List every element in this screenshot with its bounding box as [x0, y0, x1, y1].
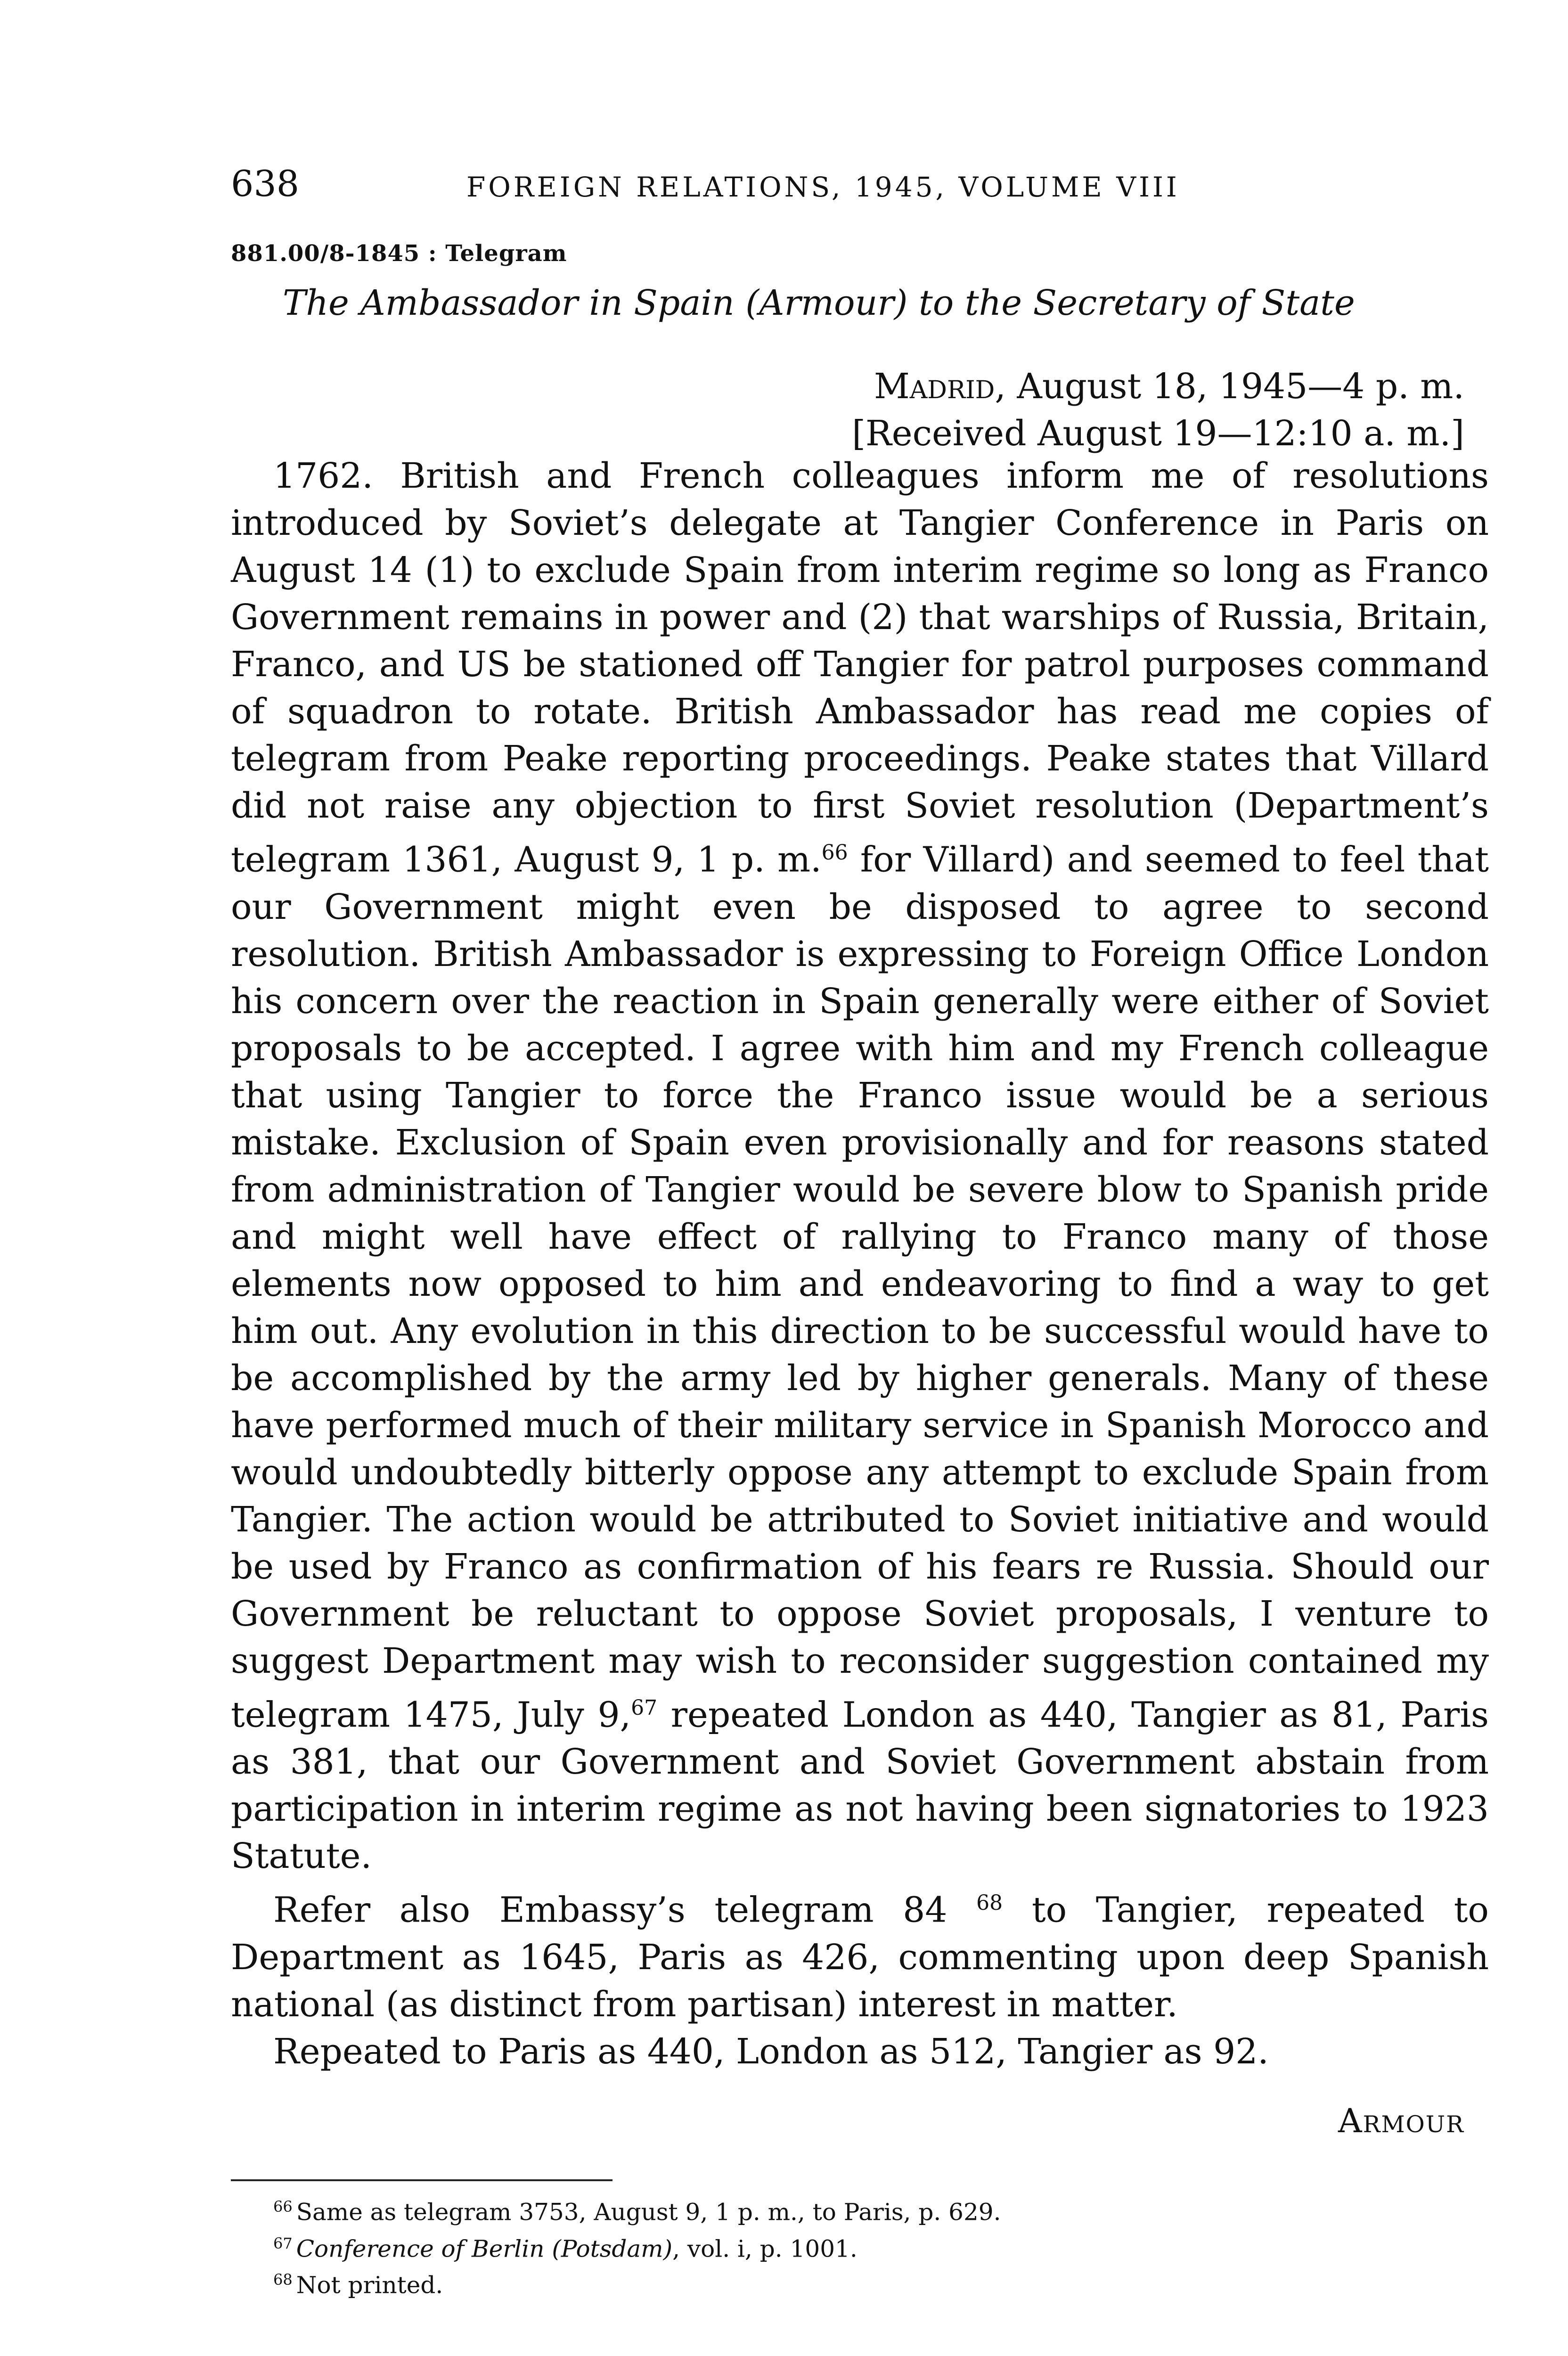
dateline-received: [Received August 19—12:10 a. m.] [852, 413, 1464, 454]
footnote-68 [273, 2264, 1001, 2301]
body-paragraph-1 [231, 452, 1489, 1880]
footnote-ref-67: 67 [631, 1695, 658, 1720]
footnote-marker: 68 [273, 2271, 293, 2289]
dateline-sent [852, 363, 1464, 410]
paragraph-text: for Villard) and seemed to feel that our Government might even be disposed to agree to second resolution. British Ambassador is expressing to Foreign Office London his concern over the reaction in Spain generally were either of Soviet proposals to be accepted. I agree with him and my French colleague that using Tangier to force the Franco issue would be a serious mistake. Exclusion of Spain even provisionally and for reasons stated from administration of Tangier would be severe blow to Spanish pride and might well have effect of rallying to Franco many of those elements now opposed to him and endeavoring to find a way to get him out. Any evolution in this direction to be successful would have to be accomplished by the army led by higher generals. Many of these have performed much of their military service in Spanish Morocco and would undoubtedly bitterly oppose any attempt to exclude Spain from Tangier. The action would be attributed to Soviet initiative and would be used by Franco as confirmation of his fears re Russia. Should our Government be reluctant to oppose Soviet proposals, I venture to suggest Department may wish to reconsider suggestion contained my telegram 1475, July 9, [231, 839, 1489, 1735]
footnote-66 [273, 2191, 1001, 2228]
footnote-text: , vol. i, p. 1001. [672, 2235, 858, 2263]
paragraph-text: repeated London as 440, Tangier as 81, Paris as 381, that our Government and Soviet Government abstain from participation in interim regime as not having been signatories to 1923 Statute. [231, 1694, 1489, 1877]
document-title: The Ambassador in Spain (Armour) to the Secretary of State [283, 283, 1355, 323]
body-paragraph-2 [231, 1880, 1489, 2028]
footnote-rule [231, 2179, 612, 2181]
dateline-place: Madrid [874, 366, 995, 407]
dateline-date: , August 18, 1945—4 p. m. [995, 366, 1464, 407]
file-reference: 881.00/8-1845 : Telegram [231, 240, 567, 267]
footnote-marker: 67 [273, 2234, 293, 2252]
paragraph-text: 1762. British and French colleagues inform me of resolutions introduced by Soviet’s delegate at Tangier Conference in Paris on August 14 (1) to exclude Spain from interim regime so long as Franco Government remains in power and (2) that warships of Russia, Britain, Franco, and US be stationed off Tangier for patrol purposes command of squadron to rotate. British Ambassador has read me copies of telegram from Peake reporting proceedings. Peake states that Villard did not raise any objection to first Soviet resolution (Department’s telegram 1361, August 9, 1 p. m. [231, 456, 1489, 880]
body-paragraph-3: Repeated to Paris as 440, London as 512, Tangier as 92. [273, 2031, 1269, 2072]
dateline [852, 363, 1464, 457]
footnote-text: Same as telegram 3753, August 9, 1 p. m., to Paris, p. 629. [296, 2198, 1001, 2226]
footnote-ref-68: 68 [976, 1891, 1003, 1915]
footnote-marker: 66 [273, 2198, 293, 2216]
paragraph-text: Refer also Embassy’s telegram 84 [273, 1890, 947, 1931]
page-number: 638 [231, 163, 300, 205]
telegram-body [231, 452, 1489, 2075]
footnote-67 [273, 2228, 1001, 2265]
footnote-italic-title: Conference of Berlin (Potsdam) [296, 2235, 673, 2263]
footnotes [273, 2191, 1001, 2301]
running-head: FOREIGN RELATIONS, 1945, VOLUME VIII [466, 171, 1180, 203]
page-header [231, 163, 1315, 205]
signature: Armour [1338, 2102, 1464, 2140]
footnote-ref-66: 66 [821, 841, 848, 865]
paragraph-text: to Tangier, repeated to Department as 1645, Paris as 426, commenting upon deep Spanish national (as distinct from partisan) interest in matter. [231, 1890, 1489, 2025]
footnote-text: Not printed. [296, 2271, 443, 2299]
